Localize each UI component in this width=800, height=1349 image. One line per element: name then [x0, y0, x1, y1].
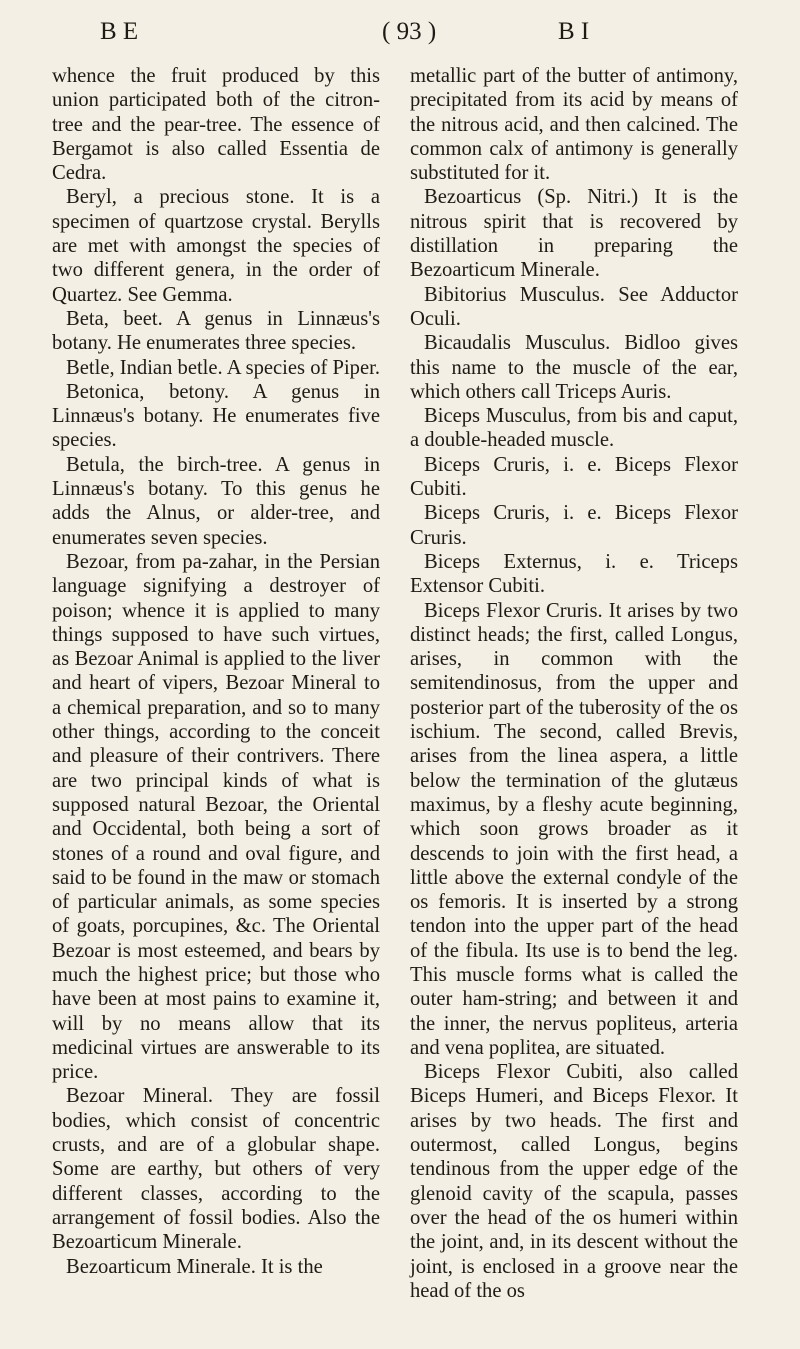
entry-paragraph: Biceps Musculus, from bis and caput, a double-headed muscle.: [410, 405, 738, 452]
entry-paragraph: Biceps Flexor Cruris. It arises by two distinct heads; the first, called Longus, arises, in common with the semitendinosus, from the upper and posterior part of the tuberosity of the os ischium. The second, called Brevis, arises from the linea aspera, a little below the termination of the glutæus maximus, by a fleshy acute beginning, which soon grows broader as it descends to join with the first head, a little above the external condyle of the os femoris. It is inserted by a strong tendon into the upper part of the head of the fibula. Its use is to bend the leg. This muscle forms what is called the outer ham-string; and between it and the inner, the nervus popliteus, arteria and vena poplitea, are situated.: [410, 599, 738, 1059]
entry-paragraph: Biceps Externus, i. e. Triceps Extensor Cubiti.: [410, 550, 738, 598]
entry-paragraph: Beta, beet. A genus in Linnæus's botany. He enumerates three species.: [52, 307, 380, 355]
right-column: [410, 64, 738, 1303]
entry-paragraph: Bicaudalis Musculus. Bidloo gives this name to the muscle of the ear, which others call Triceps Auris.: [410, 332, 738, 403]
entry-paragraph: Biceps Cruris, i. e. Biceps Flexor Cruris.: [410, 502, 738, 549]
header-left-guideword: B E: [100, 18, 139, 45]
entry-paragraph: Bezoarticus (Sp. Nitri.) It is the nitrous spirit that is recovered by distillation in preparing the Bezoarticum Minerale.: [410, 186, 738, 282]
entry-paragraph: Bezoar Mineral. They are fossil bodies, which consist of concentric crusts, and are of a globular shape. Some are earthy, but others of very different classes, according to the arrangement of fossil bodies. Also the Bezoarticum Minerale.: [52, 1085, 380, 1254]
entry-paragraph: Biceps Cruris, i. e. Biceps Flexor Cubiti.: [410, 453, 738, 501]
entry-paragraph: metallic part of the butter of antimony, precipitated from its acid by means of the nitrous acid, and then calcined. The common calx of antimony is generally substituted for it.: [410, 65, 738, 185]
entry-paragraph: Bibitorius Musculus. See Adductor Oculi.: [410, 283, 738, 330]
entry-paragraph: Beryl, a precious stone. It is a specimen of quartzose crystal. Berylls are met with amongst the species of two different genera, in the order of Quartez. See Gemma.: [52, 186, 380, 306]
entry-paragraph: whence the fruit produced by this union participated both of the citron-tree and the pear-tree. The essence of Bergamot is also called Essentia de Cedra.: [52, 65, 380, 185]
left-column: [52, 64, 380, 1279]
header-right-guideword: B I: [558, 18, 590, 45]
entry-paragraph: Betonica, betony. A genus in Linnæus's botany. He enumerates five species.: [52, 380, 380, 452]
page-header: [0, 18, 800, 58]
entry-paragraph: Biceps Flexor Cubiti, also called Biceps Humeri, and Biceps Flexor. It arises by two heads. The first and outermost, called Longus, begins tendinous from the upper edge of the glenoid cavity of the scapula, passes over the head of the os humeri within the joint, and, in its descent without the joint, is enclosed in a groove near the head of the os: [410, 1061, 738, 1302]
entry-paragraph: Bezoarticum Minerale. It is the: [66, 1255, 323, 1278]
entry-paragraph: Betula, the birch-tree. A genus in Linnæus's botany. To this genus he adds the Alnus, or alder-tree, and enumerates seven species.: [52, 453, 380, 549]
entry-paragraph: Betle, Indian betle. A species of Piper.: [66, 356, 380, 379]
entry-paragraph: Bezoar, from pa-zahar, in the Persian language signifying a destroyer of poison; whence it is applied to many things supposed to have such virtues, as Bezoar Animal is applied to the liver and heart of vipers, Bezoar Mineral to a chemical preparation, and so to many other things, according to the conceit and pleasure of their contrivers. There are two principal kinds of what is supposed natural Bezoar, the Oriental and Occidental, both being a sort of stones of a round and oval figure, and said to be found in the maw or stomach of particular animals, as some species of goats, porcupines, &c. The Oriental Bezoar is most esteemed, and bears by much the highest price; but those who have been at most pains to examine it, will by no means allow that its medicinal virtues are answerable to its price.: [52, 550, 380, 1084]
page-number: ( 93 ): [382, 18, 437, 45]
